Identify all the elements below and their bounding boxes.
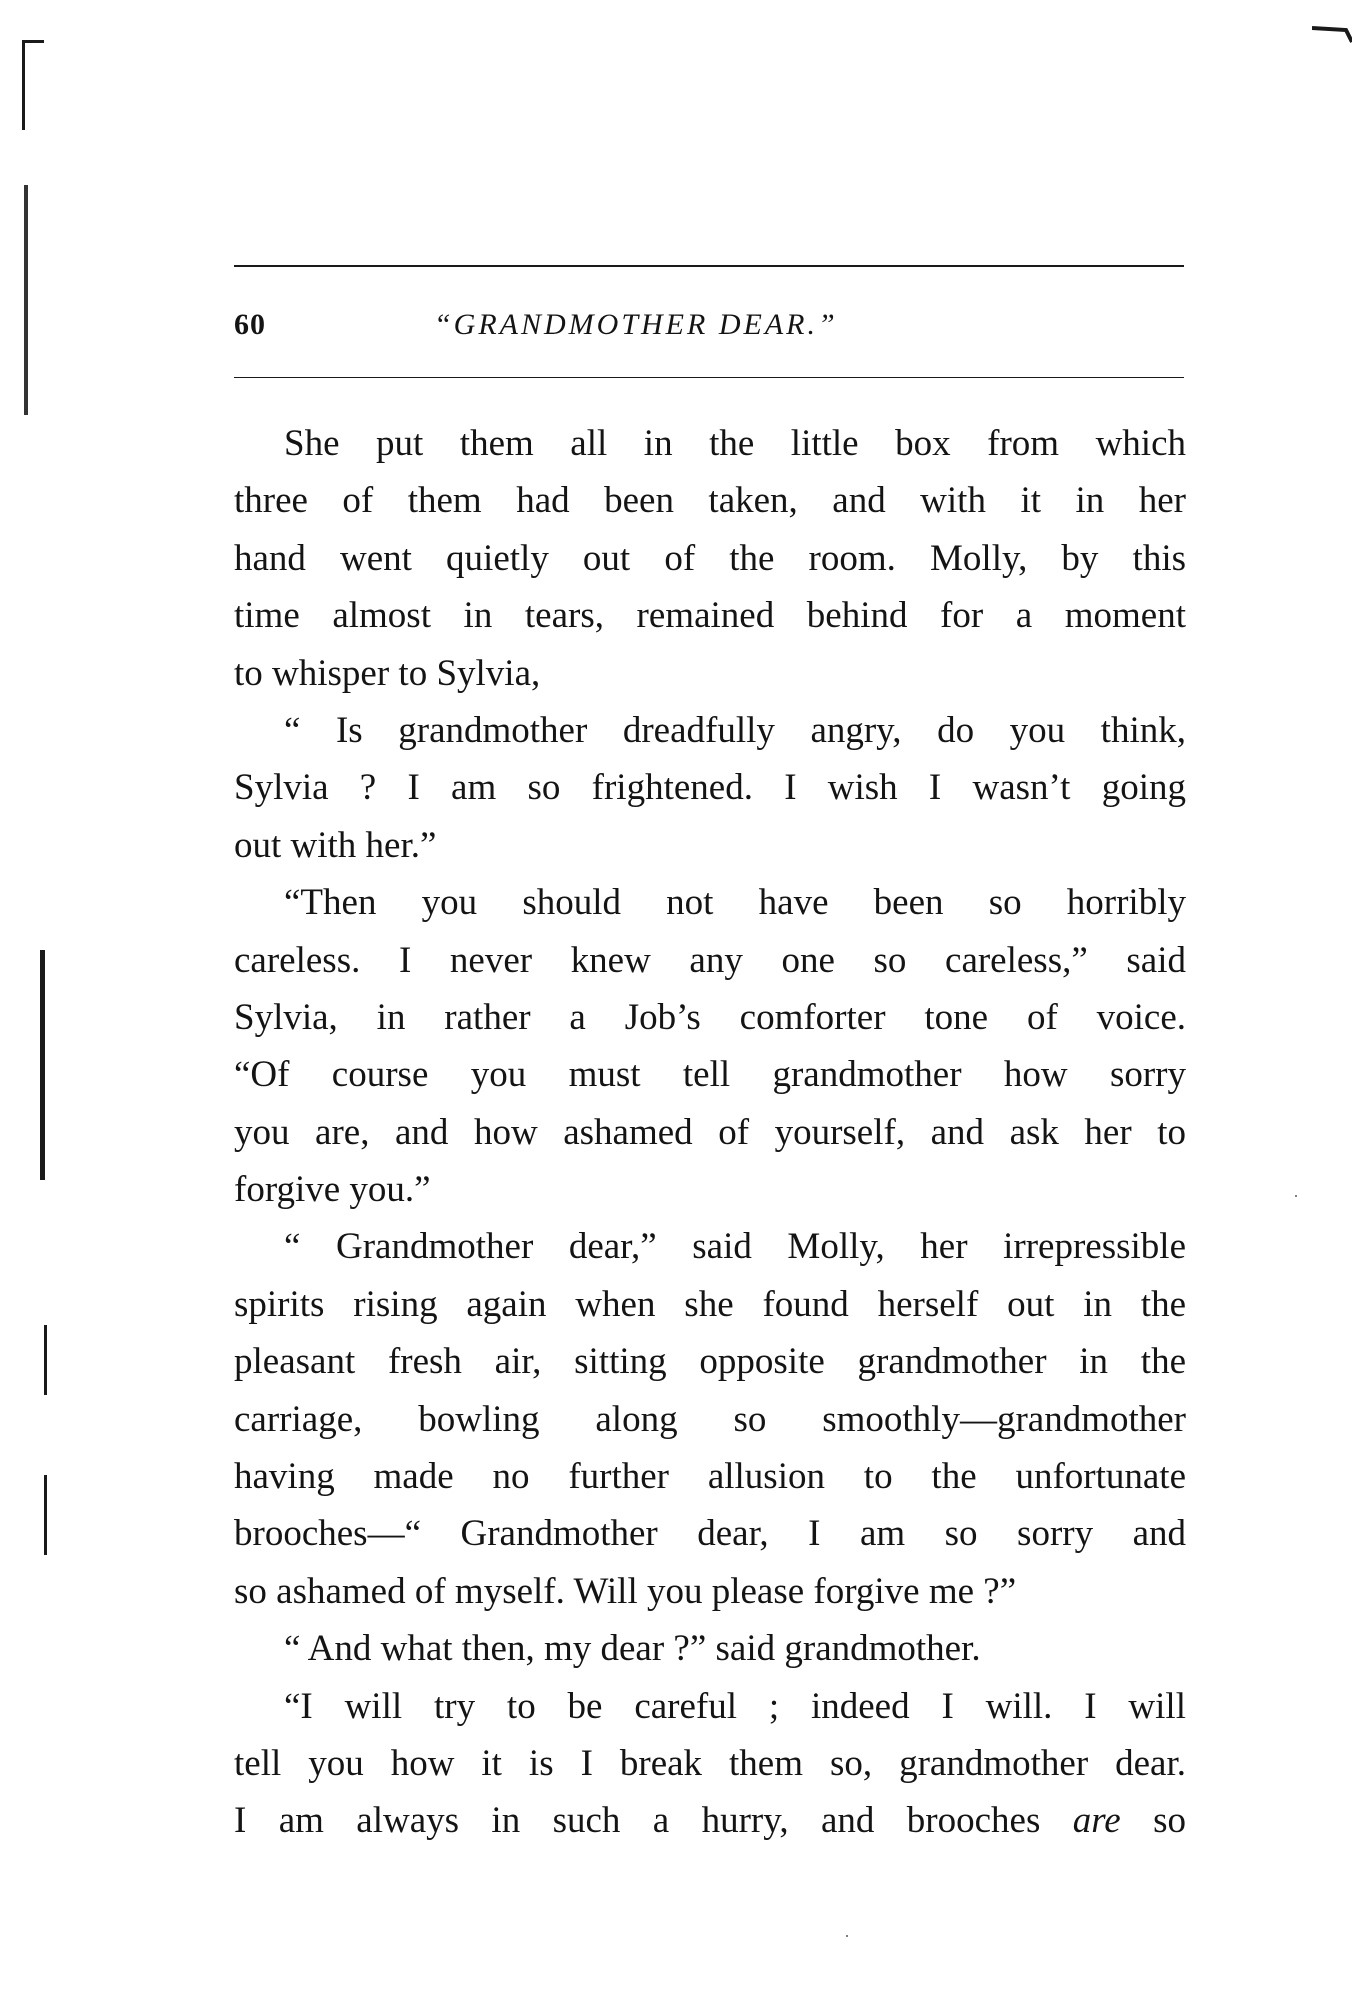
body-text (234, 415, 1186, 1850)
text-line: “ Grandmother dear,” said Molly, her irrepressible (284, 1226, 1186, 1268)
text-line: spirits rising again when she found herself out in the (234, 1283, 1186, 1325)
text-line: three of them had been taken, and with it in her (234, 480, 1186, 522)
scan-speck (1295, 1195, 1297, 1197)
page-number: 60 (234, 308, 266, 341)
text-line: “ And what then, my dear ?” said grandmother. (284, 1628, 981, 1670)
text-line: you are, and how ashamed of yourself, and ask her to (234, 1111, 1186, 1153)
scan-speck (846, 1935, 848, 1937)
running-head (234, 308, 1184, 358)
text-line: Sylvia, in rather a Job’s comforter tone of voice. (234, 996, 1186, 1038)
text-line: brooches—“ Grandmother dear, I am so sorry and (234, 1513, 1186, 1555)
text-line: I am always in such a hurry, and brooches are so (234, 1800, 1186, 1842)
scan-edge-mark (44, 1475, 47, 1555)
header-rule-bottom (234, 377, 1184, 378)
text-line: tell you how it is I break them so, grandmother dear. (234, 1742, 1186, 1784)
scan-corner-mark (1312, 26, 1352, 36)
text-line: forgive you.” (234, 1169, 431, 1211)
text-line: hand went quietly out of the room. Molly, by this (234, 537, 1186, 579)
text-line: She put them all in the little box from which (284, 423, 1186, 464)
text-line: time almost in tears, remained behind for a moment (234, 595, 1186, 637)
running-title: “GRANDMOTHER DEAR.” (434, 308, 838, 341)
text-line: pleasant fresh air, sitting opposite grandmother in the (234, 1341, 1186, 1383)
scan-edge-mark (44, 1325, 47, 1395)
text-line: “I will try to be careful ; indeed I will. I will (284, 1685, 1186, 1727)
text-line: so ashamed of myself. Will you please forgive me ?” (234, 1570, 1017, 1612)
text-line: to whisper to Sylvia, (234, 652, 541, 694)
text-line: “ Is grandmother dreadfully angry, do you think, (284, 709, 1186, 751)
text-line: “Of course you must tell grandmother how sorry (234, 1054, 1186, 1096)
text-line: “Then you should not have been so horribly (284, 882, 1186, 924)
header-rule-top (234, 265, 1184, 267)
text-line: out with her.” (234, 824, 437, 866)
text-line: careless. I never knew any one so careless,” said (234, 939, 1186, 981)
scan-edge-mark (22, 40, 44, 43)
text-line: Sylvia ? I am so frightened. I wish I wasn’t going (234, 767, 1186, 809)
scan-edge-mark (24, 185, 28, 415)
text-line: carriage, bowling along so smoothly—grandmother (234, 1398, 1186, 1440)
scan-edge-mark (40, 950, 45, 1180)
scan-edge-mark (22, 40, 25, 130)
text-line: having made no further allusion to the unfortunate (234, 1456, 1186, 1498)
